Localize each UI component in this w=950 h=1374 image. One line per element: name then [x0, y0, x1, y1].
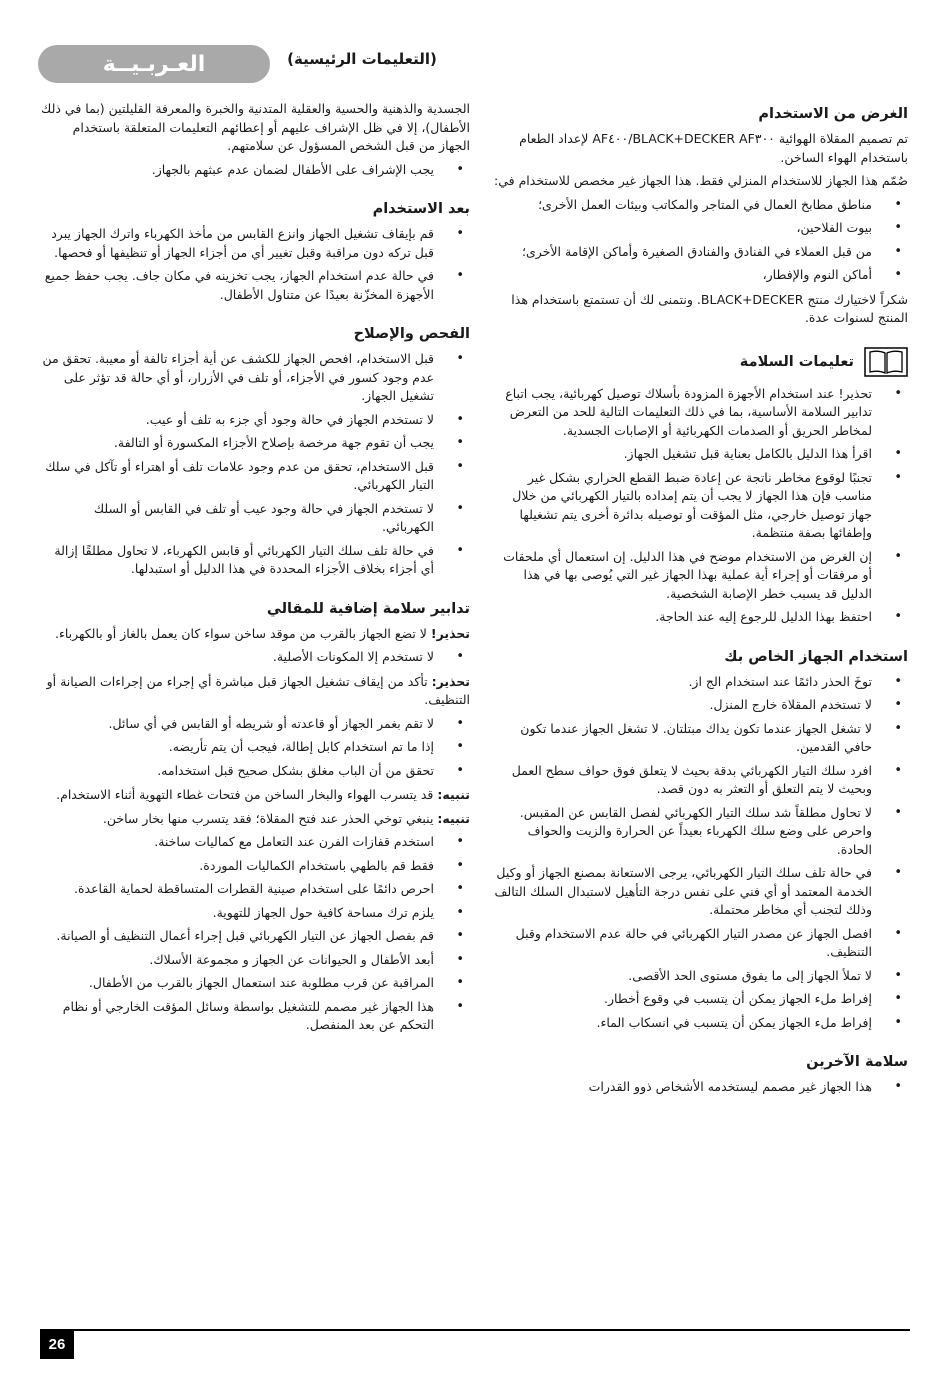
- list-item: • لا تملأ الجهاز إلى ما يفوق مستوى الحد الأقصى.: [490, 967, 908, 986]
- list-item: • إذا ما تم استخدام كابل إطالة، فيجب أن يتم تأريضه.: [40, 738, 470, 757]
- list-item: • في حالة تلف سلك التيار الكهربائي أو قابس الكهرباء، لا تحاول مطلقًا إزالة أي أجزاء بخلاف الأجزاء المحددة في هذا الدليل أو استبدلها.: [40, 542, 470, 579]
- list-item: • في حالة تلف سلك التيار الكهربائي، يرجى الاستعانة بمصنع الجهاز أو وكيل الخدمة المعتمد أو أي فني على نفس درجة التأهيل لاستبدال السلك التالف وذلك لتجنب أي مخاطر محتملة.: [490, 864, 908, 920]
- intended-use-p1: تم تصميم المقلاة الهوائية BLACK+DECKER AF٣٠٠/AF٤٠٠ لإعداد الطعام باستخدام الهواء الساخن.: [519, 131, 908, 165]
- list-item: • في حالة عدم استخدام الجهاز، يجب تخزينه في مكان جاف. يجب حفظ جميع الأجهزة المخزّنة بعيدًا عن متناول الأطفال.: [40, 267, 470, 304]
- caution-label: تنبيه:: [437, 810, 470, 826]
- list-item: • المراقبة عن قرب مطلوبة عند استعمال الجهاز بالقرب من الأطفال.: [40, 974, 470, 993]
- list-item: • قبل الاستخدام، تحقق من عدم وجود علامات تلف أو اهتراء أو تآكل في سلك التيار الكهربائي.: [40, 458, 470, 495]
- fryer-list-1: [40, 648, 470, 667]
- list-item: • لا تشغل الجهاز عندما تكون يداك مبتلتان. لا تشغل الجهاز عندما تكون حافي القدمين.: [490, 720, 908, 757]
- list-item: • قم بفصل الجهاز عن التيار الكهربائي قبل إجراء أعمال التنظيف أو الصيانة.: [40, 927, 470, 946]
- list-item: • تحقق من أن الباب مغلق بشكل صحيح قبل استخدامه.: [40, 762, 470, 781]
- list-item: • لا تستخدم إلا المكونات الأصلية.: [40, 648, 470, 667]
- heading-fryer-safety: تدابير سلامة إضافية للمقالي: [266, 600, 470, 617]
- list-item: • استخدم قفازات الفرن عند التعامل مع كماليات ساخنة.: [40, 833, 470, 852]
- heading-others-safety: سلامة الآخرين: [806, 1054, 908, 1070]
- list-item: • لا تحاول مطلقاً شد سلك التيار الكهربائي لفصل القابس عن المقبس. واحرص على وضع سلك الكهرباء بعيداً عن الحرارة والزيت والحواف الحادة.: [490, 804, 908, 860]
- list-item: • يجب أن تقوم جهة مرخصة بإصلاح الأجزاء المكسورة أو التالفة.: [40, 434, 470, 453]
- list-item: • مناطق مطابخ العمال في المتاجر والمكاتب وبيئات العمل الأخرى؛: [490, 196, 908, 215]
- warning-text: تأكد من إيقاف تشغيل الجهاز قبل مباشرة أي إجراء من إجراءات الصيانة أو التنظيف.: [46, 673, 470, 707]
- list-item: • أبعد الأطفال و الحيوانات عن الجهاز و مجموعة الأسلاك.: [40, 951, 470, 970]
- caution-text: ينبغي توخي الحذر عند فتح المقلاة؛ فقد يتسرب منها بخار ساخن.: [102, 810, 434, 826]
- list-item: • إفراط ملء الجهاز يمكن أن يتسبب في انسكاب الماء.: [490, 1014, 908, 1033]
- footer-divider: [74, 1329, 910, 1331]
- list-item: • بيوت الفلاحين،: [490, 219, 908, 238]
- safety-heading-row: [490, 347, 908, 377]
- continued-list: [40, 161, 470, 180]
- list-item: • تجنبًا لوقوع مخاطر ناتجة عن إعادة ضبط القطع الحراري بشكل غير مناسب فإن هذا الجهاز لا يجب أن يتم إمداده بالتيار الكهربائي من خلال جهاز توصيل خارجي، مثل المؤقت أو توصيله بدائرة أخرى يتم تشغيلها وإطفائها بصفة منتظمة.: [490, 469, 908, 543]
- list-item: • إن الغرض من الاستخدام موضح في هذا الدليل. إن استعمال أي ملحقات أو مرفقات أو إجراء أية عملية بهذا الجهاز غير التي يُوصى بها في هذا الدليل قد يسبب خطر الإصابة الشخصية.: [490, 548, 908, 604]
- safety-list: [490, 385, 908, 627]
- right-column: [490, 104, 908, 1103]
- open-book-icon: [864, 347, 908, 377]
- continued-p1: الجسدية والذهنية والحسية والعقلية المتدنية والخبرة والمعرفة القليلتين (بما في ذلك الأطفال)، إلا في ظل الإشراف عليهم أو إعطائهم التعليمات المتعلقة باستخدام الجهاز من قبل الشخص المسؤول عن سلامتهم.: [41, 101, 470, 153]
- list-item: • افصل الجهاز عن مصدر التيار الكهربائي في حالة عدم الاستخدام وقبل التنظيف.: [490, 925, 908, 962]
- list-item: • هذا الجهاز غير مصمم للتشغيل بواسطة وسائل المؤقت الخارجي أو نظام التحكم عن بعد المنفصل.: [40, 998, 470, 1035]
- caution-2: [40, 810, 470, 829]
- warning-text: لا تضع الجهاز بالقرب من موقد ساخن سواء كان يعمل بالغاز أو بالكهرباء.: [54, 625, 427, 641]
- heading-inspection: الفحص والإصلاح: [353, 326, 470, 342]
- fryer-list-2: [40, 715, 470, 781]
- heading-intended-use: الغرض من الاستخدام: [758, 106, 908, 122]
- heading-safety: تعليمات السلامة: [739, 353, 854, 370]
- list-item: • يلزم ترك مساحة كافية حول الجهاز للتهوية.: [40, 904, 470, 923]
- list-item: • توخَ الحذر دائمًا عند استخدام الج از.: [490, 673, 908, 692]
- caution-label: تنبيه:: [437, 787, 470, 802]
- list-item: • افرد سلك التيار الكهربائي بدقة بحيث لا يتعلق فوق حواف سطح العمل وبحيث لا يتم التعلق أو التعثر به دون قصد.: [490, 762, 908, 799]
- page-number: 26: [40, 1329, 74, 1359]
- inspection-list: [40, 350, 470, 579]
- intended-use-p2: صُمّم هذا الجهاز للاستخدام المنزلي فقط. هذا الجهاز غير مخصص للاستخدام في:: [493, 173, 908, 188]
- list-item: • من قبل العملاء في الفنادق والفنادق الصغيرة وأماكن الإقامة الأخرى؛: [490, 243, 908, 262]
- warning-label: تحذير!: [430, 625, 470, 641]
- list-item: • فقط قم بالطهي باستخدام الكماليات الموردة.: [40, 857, 470, 876]
- after-use-list: [40, 225, 470, 304]
- warning-label: تحذير:: [431, 673, 470, 689]
- list-item: • هذا الجهاز غير مصمم ليستخدمه الأشخاص ذوو القدرات: [490, 1078, 908, 1097]
- list-item: • لا تستخدم المقلاة خارج المنزل.: [490, 696, 908, 715]
- language-tab: العـربـيــة: [38, 45, 270, 83]
- warning-1: [40, 625, 470, 644]
- intended-use-list: [490, 196, 908, 285]
- list-item: • إفراط ملء الجهاز يمكن أن يتسبب في وقوع أخطار.: [490, 990, 908, 1009]
- list-item: • تحذير! عند استخدام الأجهزة المزودة بأسلاك توصيل كهربائية، يجب اتباع تدابير السلامة الأساسية، بما في ذلك التعليمات التالية للحد من التعرض لمخاطر الحريق أو الصدمات الكهربائية أو الإصابات الجسدية.: [490, 385, 908, 441]
- list-item: • أماكن النوم والإفطار،: [490, 266, 908, 285]
- own-use-list: [490, 673, 908, 1033]
- fryer-list-3: [40, 833, 470, 1035]
- list-item: • قبل الاستخدام، افحص الجهاز للكشف عن أية أجزاء تالفة أو معيبة. تحقق من عدم وجود كسور في الأجزاء، أو تلف في الأزرار، أو أي حالة قد تؤثر على تشغيل الجهاز.: [40, 350, 470, 406]
- header-title: (التعليمات الرئيسية): [287, 50, 437, 68]
- caution-1: [40, 786, 470, 805]
- list-item: • احرص دائمًا على استخدام صينية القطرات المتساقطة لحماية القاعدة.: [40, 880, 470, 899]
- intended-use-p3: شكراً لاختيارك منتج BLACK+DECKER. ونتمنى لك أن تستمتع باستخدام هذا المنتج لسنوات عدة.: [511, 291, 908, 325]
- warning-2: [40, 673, 470, 710]
- others-safety-list: [490, 1078, 908, 1097]
- list-item: • يجب الإشراف على الأطفال لضمان عدم عبثهم بالجهاز.: [40, 161, 470, 180]
- list-item: • لا تستخدم الجهاز في حالة وجود أي جزء به تلف أو عيب.: [40, 411, 470, 430]
- list-item: • اقرأ هذا الدليل بالكامل بعناية قبل تشغيل الجهاز.: [490, 445, 908, 464]
- list-item: • احتفظ بهذا الدليل للرجوع إليه عند الحاجة.: [490, 608, 908, 627]
- list-item: • قم بإيقاف تشغيل الجهاز وانزع القابس من مأخذ الكهرباء واترك الجهاز يبرد قبل تركه دون مراقبة وقبل تغيير أي من أجزاء الجهاز أو تنظيفها أو فحصها.: [40, 225, 470, 262]
- list-item: • لا تقم بغمر الجهاز أو قاعدته أو شريطه أو القابس في أي سائل.: [40, 715, 470, 734]
- heading-after-use: بعد الاستخدام: [372, 201, 470, 217]
- list-item: • لا تستخدم الجهاز في حالة وجود عيب أو تلف في القابس أو السلك الكهربائي.: [40, 500, 470, 537]
- caution-text: قد يتسرب الهواء والبخار الساخن من فتحات غطاء التهوية أثناء الاستخدام.: [56, 787, 434, 802]
- heading-own-use: استخدام الجهاز الخاص بك: [724, 648, 908, 665]
- left-column: [40, 100, 470, 1041]
